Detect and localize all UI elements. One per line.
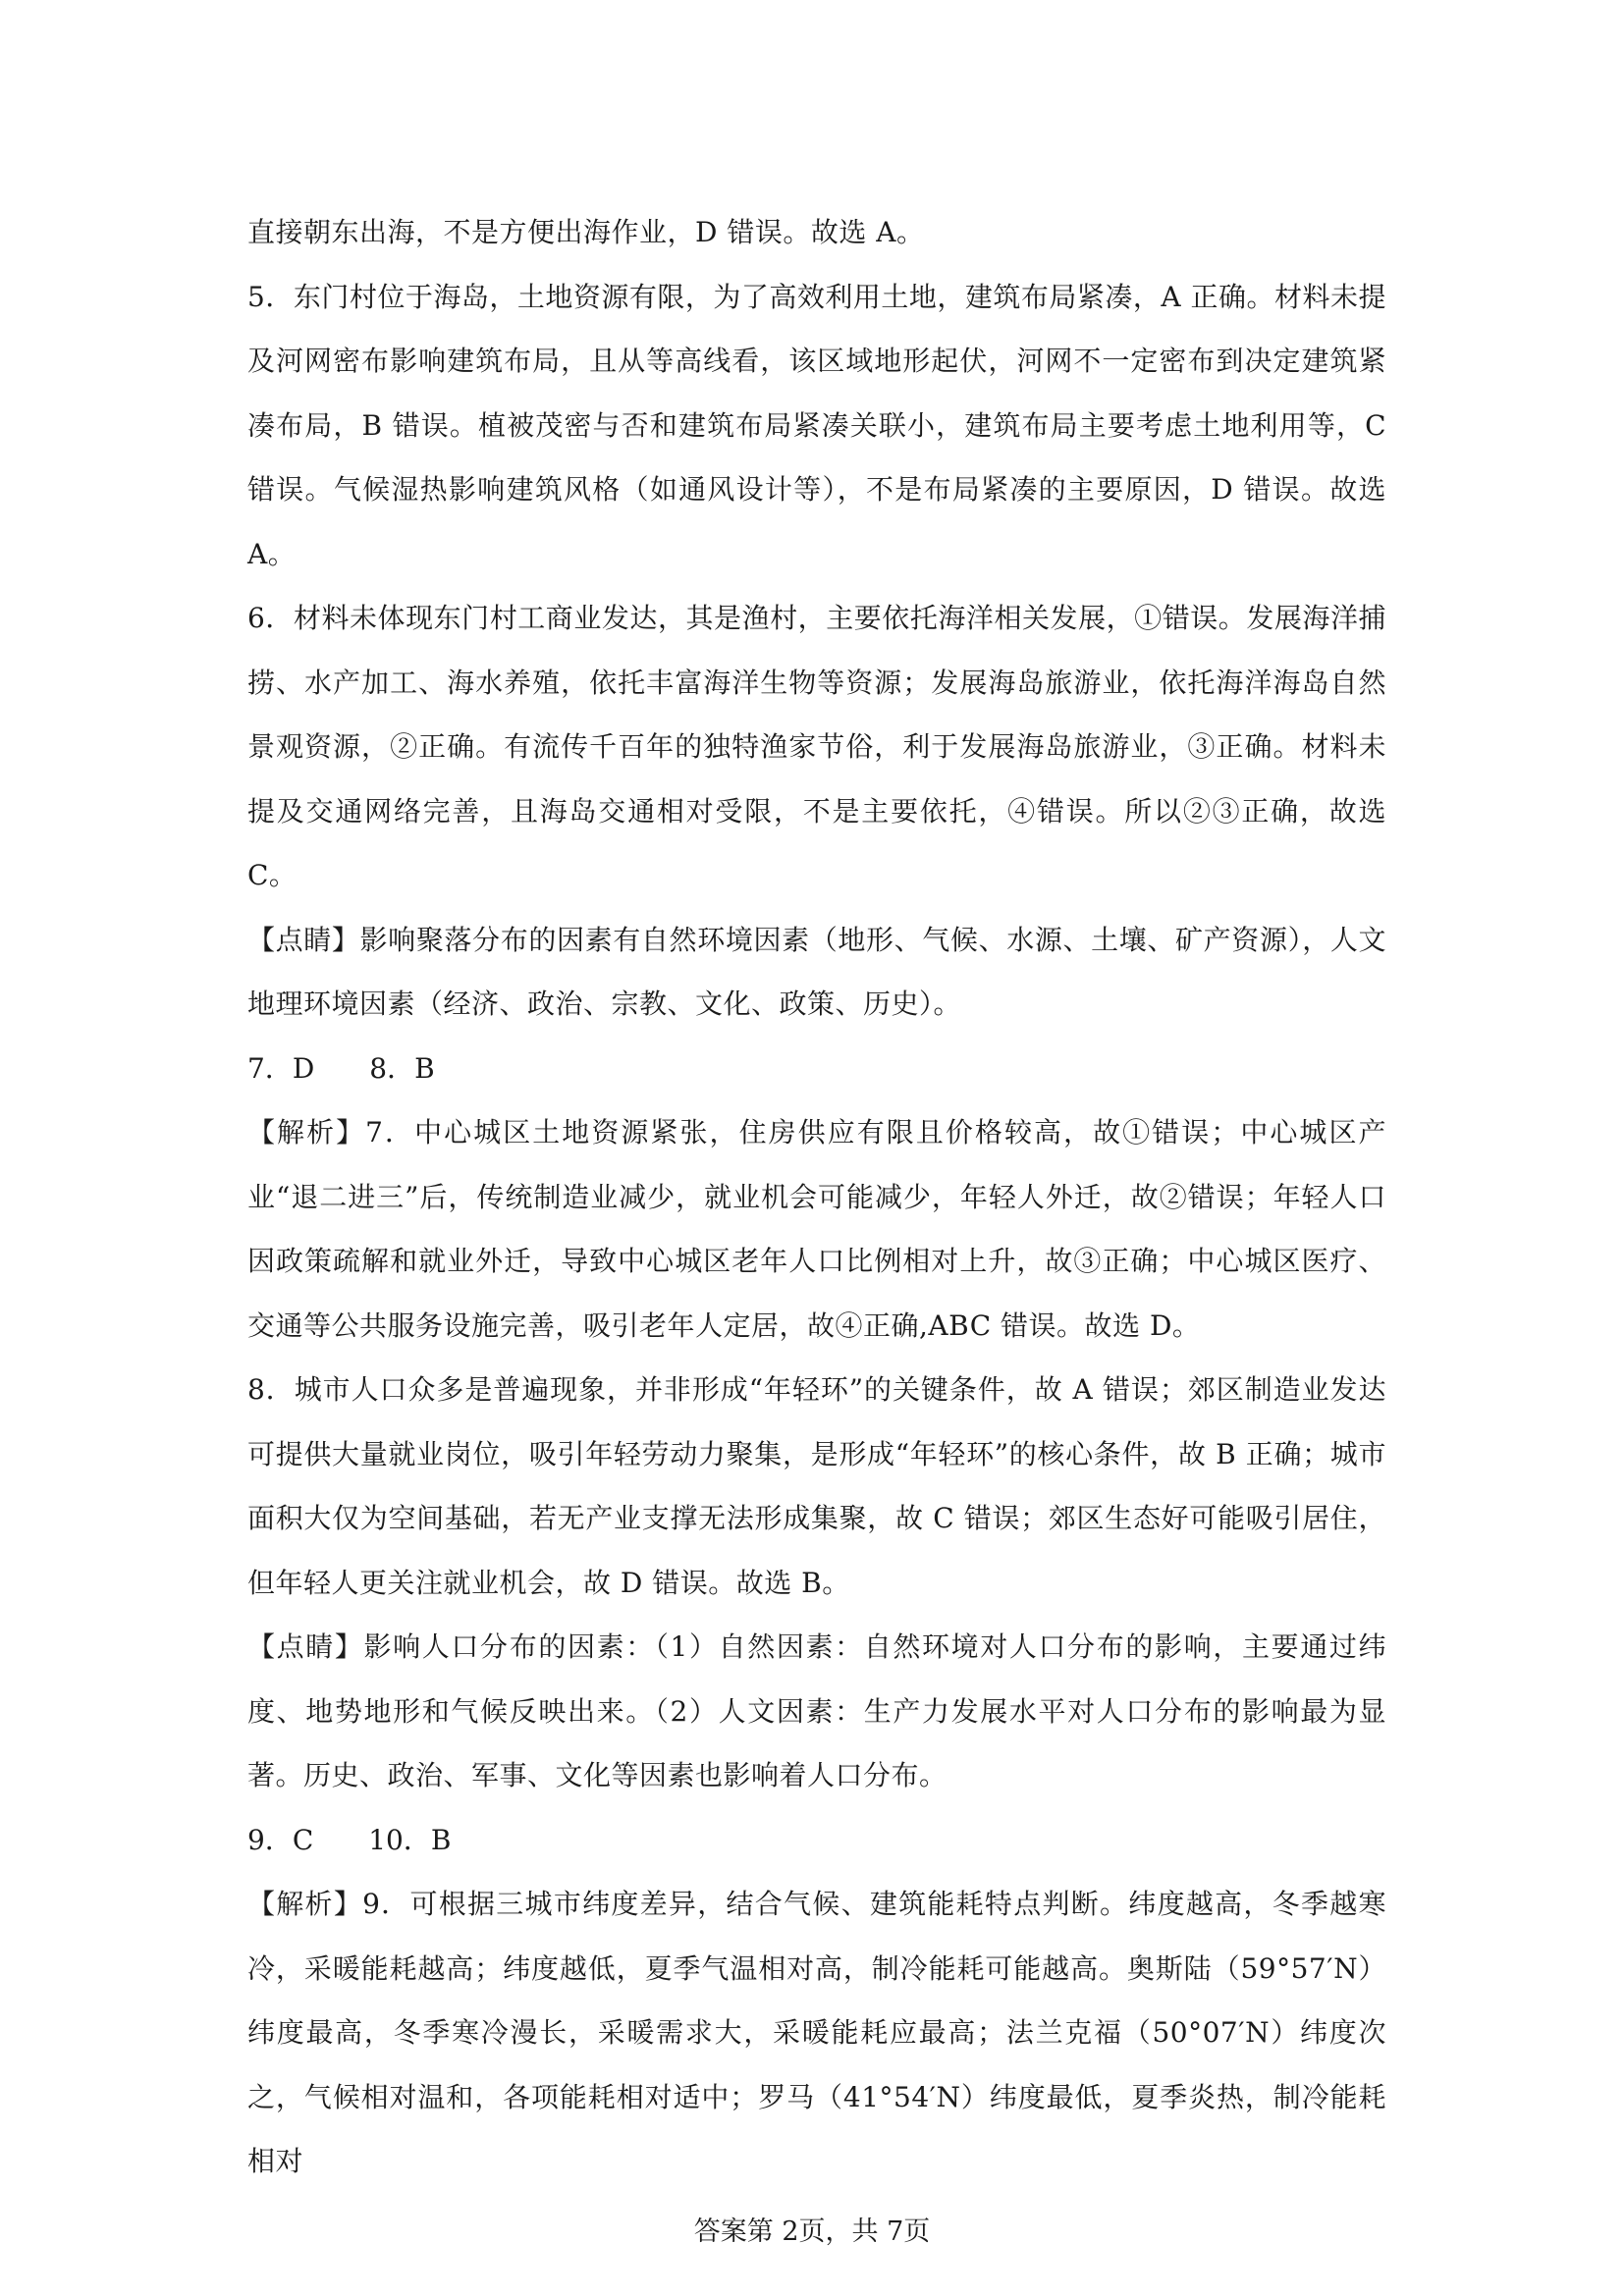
paragraph-tip-population: 【点睛】影响人口分布的因素：（1）自然因素：自然环境对人口分布的影响，主要通过纬度、地势地形和气候反映出来。（2）人文因素：生产力发展水平对人口分布的影响最为显著。历史、政治、军事、文化等因素也影响着人口分布。 [247,1630,1386,1791]
answers-q9-q10: 9．C 10．B [247,1823,452,1856]
answer-content [247,200,1386,2194]
answers-q7-q8: 7．D 8．B [247,1051,435,1085]
paragraph-q8: 8．城市人口众多是普遍现象，并非形成“年轻环”的关键条件，故 A 错误；郊区制造业发达可提供大量就业岗位，吸引年轻劳动力聚集，是形成“年轻环”的核心条件，故 B 正确；城市面积大仅为空间基础，若无产业支撑无法形成集聚，故 C 错误；郊区生态好可能吸引居住，但年轻人更关注就业机会，故 D 错误。故选 B。 [247,1373,1386,1599]
paragraph-tip-settlement: 【点睛】影响聚落分布的因素有自然环境因素（地形、气候、水源、土壤、矿产资源），人文地理环境因素（经济、政治、宗教、文化、政策、历史）。 [247,923,1386,1020]
paragraph-q6: 6．材料未体现东门村工商业发达，其是渔村，主要依托海洋相关发展，①错误。发展海洋捕捞、水产加工、海水养殖，依托丰富海洋生物等资源；发展海岛旅游业，依托海洋海岛自然景观资源，②正确。有流传千百年的独特渔家节俗，利于发展海岛旅游业，③正确。材料未提及交通网络完善，且海岛交通相对受限，不是主要依托，④错误。所以②③正确，故选 C。 [247,602,1386,891]
paragraph-q5: 5．东门村位于海岛，土地资源有限，为了高效利用土地，建筑布局紧凑，A 正确。材料未提及河网密布影响建筑布局，且从等高线看，该区域地形起伏，河网不一定密布到决定建筑紧凑布局，B 错误。植被茂密与否和建筑布局紧凑关联小，建筑布局主要考虑土地利用等，C 错误。气候湿热影响建筑风格（如通风设计等），不是布局紧凑的主要原因，D 错误。故选 A。 [247,280,1386,570]
paragraph-analysis-q9: 【解析】9．可根据三城市纬度差异，结合气候、建筑能耗特点判断。纬度越高，冬季越寒冷，采暖能耗越高；纬度越低，夏季气温相对高，制冷能耗可能越高。奥斯陆（59°57′N）纬度最高，冬季寒冷漫长，采暖需求大，采暖能耗应最高；法兰克福（50°07′N）纬度次之，气候相对温和，各项能耗相对适中；罗马（41°54′N）纬度最低，夏季炎热，制冷能耗相对 [247,1888,1386,2177]
paragraph-q4-tail: 直接朝东出海，不是方便出海作业，D 错误。故选 A。 [247,216,925,248]
paragraph-analysis-q7: 【解析】7．中心城区土地资源紧张，住房供应有限且价格较高，故①错误；中心城区产业“退二进三”后，传统制造业减少，就业机会可能减少，年轻人外迁，故②错误；年轻人口因政策疏解和就业外迁，导致中心城区老年人口比例相对上升，故③正确；中心城区医疗、交通等公共服务设施完善，吸引老年人定居，故④正确,ABC 错误。故选 D。 [247,1116,1386,1342]
page-footer: 答案第 2页，共 7页 [693,2216,931,2247]
